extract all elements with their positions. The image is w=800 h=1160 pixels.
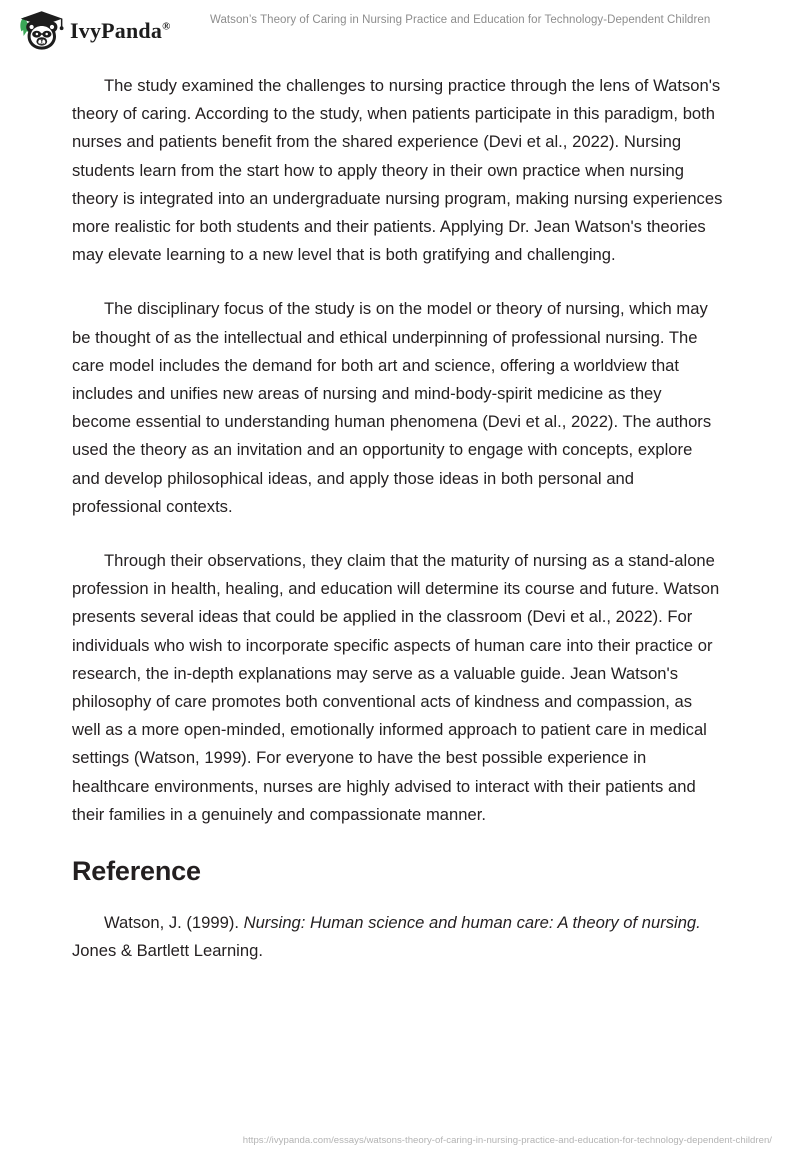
reference-author-year: Watson, J. (1999).: [104, 913, 239, 933]
registered-mark: ®: [162, 20, 171, 33]
reference-section-heading: Reference: [72, 856, 201, 887]
page-footer: [0, 1112, 800, 1160]
brand-logo[interactable]: [14, 9, 171, 53]
reference-publisher: Jones & Bartlett Learning.: [72, 941, 263, 961]
body-paragraph: The study examined the challenges to nursing practice through the lens of Watson's theory of caring. According to the study, when patients participate in this paradigm, both nurses and patients benefit from the shared experience (Devi et al., 2022). Nursing students learn from the start how to apply theory in their own practice when nursing theory is integrated into an undergraduate nursing program, making nursing experiences more realistic for both students and their patients. Applying Dr. Jean Watson's theories may elevate learning to a new level that is both gratifying and challenging.: [72, 76, 723, 265]
brand-name-text: IvyPanda: [70, 18, 163, 43]
page-header: [0, 0, 800, 62]
brand-name: [70, 20, 171, 42]
footer-source-url[interactable]: https://ivypanda.com/essays/watsons-theory-of-caring-in-nursing-practice-and-education-for-technology-dependent-children/: [242, 1135, 772, 1146]
document-body: [72, 72, 724, 965]
reference-list-item: [72, 909, 724, 965]
document-header-title: Watson’s Theory of Caring in Nursing Practice and Education for Technology-Dependent Children: [210, 14, 711, 26]
body-paragraph: Through their observations, they claim that the maturity of nursing as a stand-alone profession in health, healing, and education will determine its course and future. Watson presents several ideas that could be applied in the classroom (Devi et al., 2022). For individuals who wish to incorporate specific aspects of human care into their practice or research, the in-depth explanations may serve as a valuable guide. Jean Watson's philosophy of care promotes both conventional acts of kindness and compassion, as well as a more open-minded, emotionally informed approach to patient care in medical settings (Watson, 1999). For everyone to have the best possible experience in healthcare environments, nurses are highly advised to interact with their patients and their families in a genuinely and compassionate manner.: [72, 551, 720, 824]
graduation-cap-panda-logo-icon: [14, 9, 66, 53]
body-paragraph: The disciplinary focus of the study is on the model or theory of nursing, which may be thought of as the intellectual and ethical underpinning of professional nursing. The care model includes the demand for both art and science, offering a worldview that includes and unifies new areas of nursing and mind-body-spirit medicine as they become essential to understanding human phenomena (Devi et al., 2022). The authors used the theory as an invitation and an opportunity to engage with concepts, explore and develop philosophical ideas, and apply those ideas in both personal and professional contexts.: [72, 299, 712, 516]
reference-title: Nursing: Human science and human care: A theory of nursing.: [243, 913, 701, 933]
